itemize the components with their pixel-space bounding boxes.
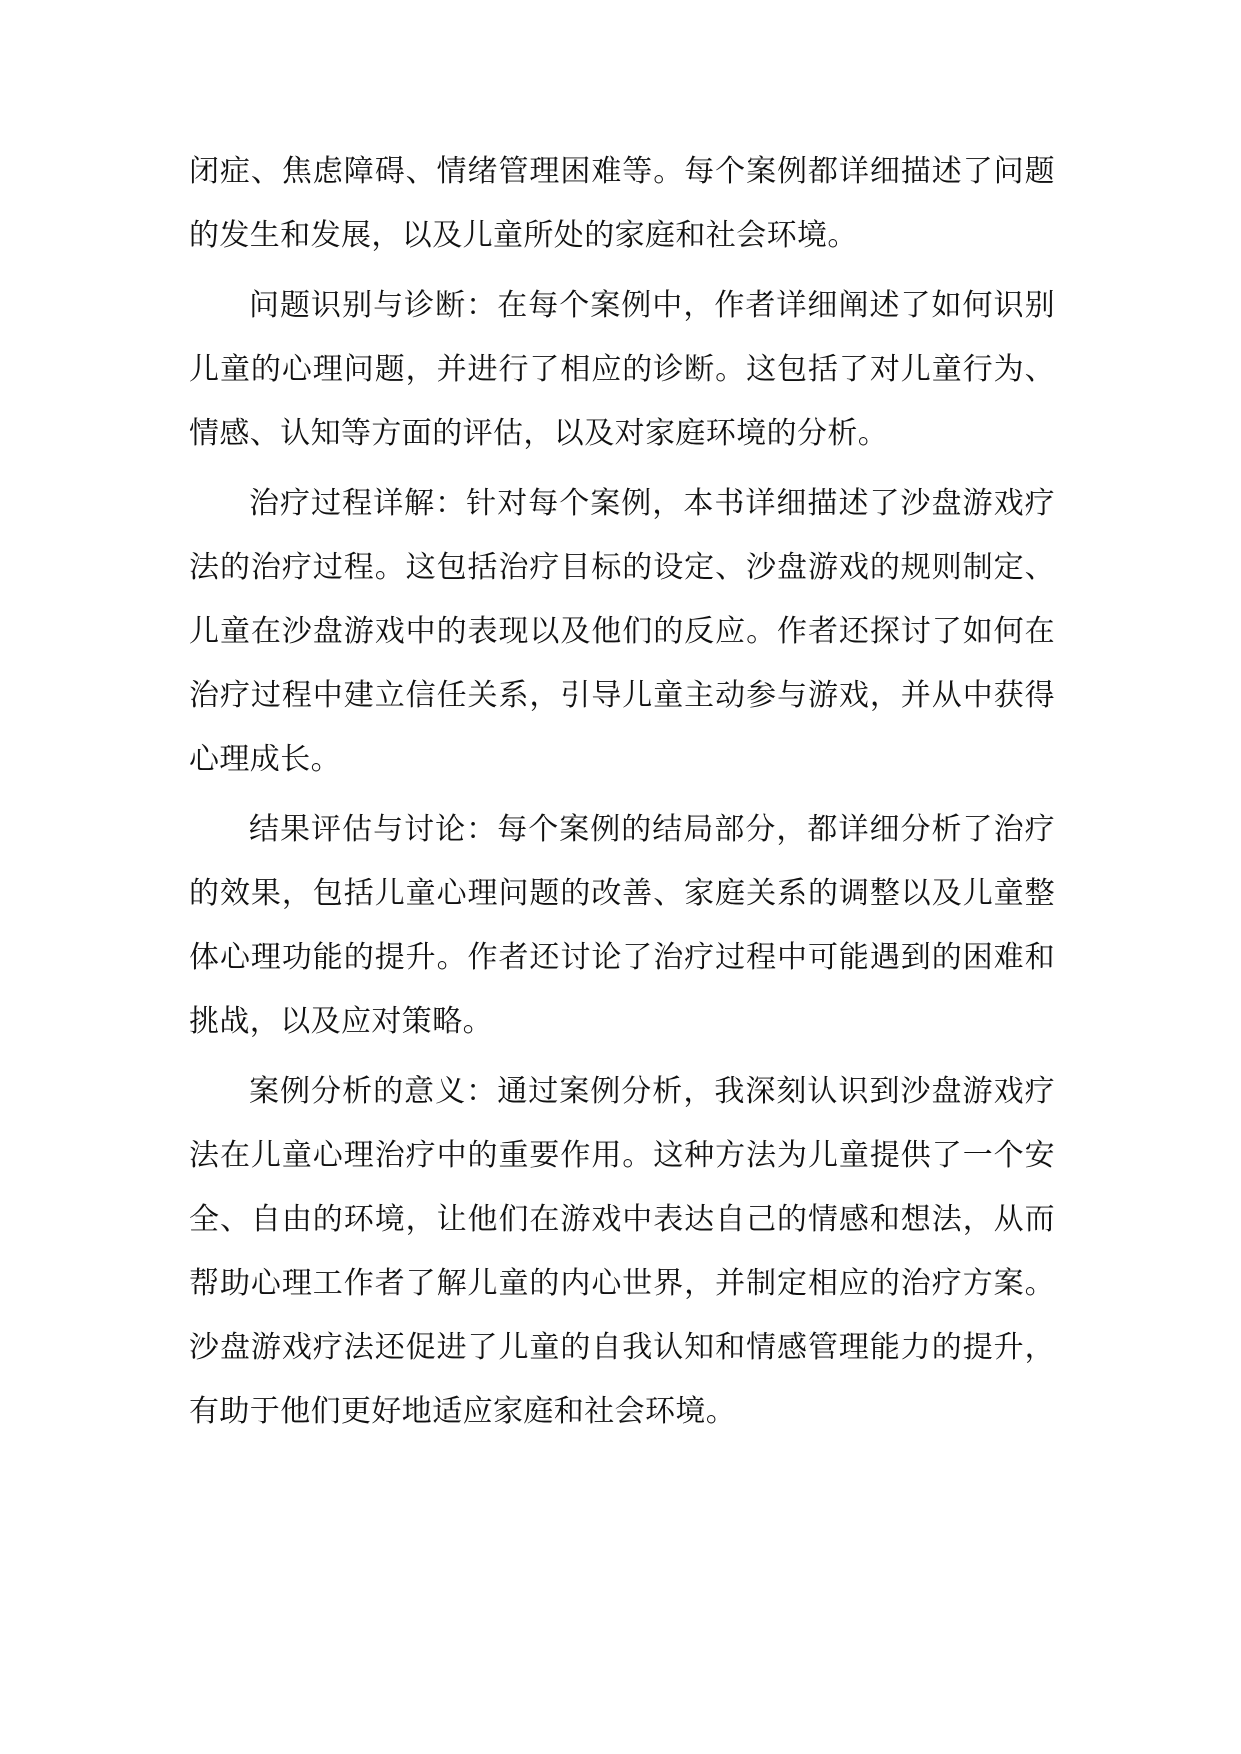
paragraph-case-significance: 案例分析的意义：通过案例分析，我深刻认识到沙盘游戏疗法在儿童心理治疗中的重要作用。这种方法为儿童提供了一个安全、自由的环境，让他们在游戏中表达自己的情感和想法，从而帮助心理工作者了解儿童的内心世界，并制定相应的治疗方案。沙盘游戏疗法还促进了儿童的自我认知和情感管理能力的提升，有助于他们更好地适应家庭和社会环境。 (189, 1074, 1055, 1429)
paragraph-case-description: 闭症、焦虑障碍、情绪管理困难等。每个案例都详细描述了问题的发生和发展，以及儿童所处的家庭和社会环境。 (189, 154, 1055, 253)
document-page (189, 140, 1055, 1444)
paragraph-result-evaluation: 结果评估与讨论：每个案例的结局部分，都详细分析了治疗的效果，包括儿童心理问题的改善、家庭关系的调整以及儿童整体心理功能的提升。作者还讨论了治疗过程中可能遇到的困难和挑战，以及应对策略。 (189, 812, 1055, 1039)
paragraph-treatment-process: 治疗过程详解：针对每个案例，本书详细描述了沙盘游戏疗法的治疗过程。这包括治疗目标的设定、沙盘游戏的规则制定、儿童在沙盘游戏中的表现以及他们的反应。作者还探讨了如何在治疗过程中建立信任关系，引导儿童主动参与游戏，并从中获得心理成长。 (189, 486, 1055, 777)
paragraph-problem-identification: 问题识别与诊断：在每个案例中，作者详细阐述了如何识别儿童的心理问题，并进行了相应的诊断。这包括了对儿童行为、情感、认知等方面的评估，以及对家庭环境的分析。 (189, 288, 1055, 451)
